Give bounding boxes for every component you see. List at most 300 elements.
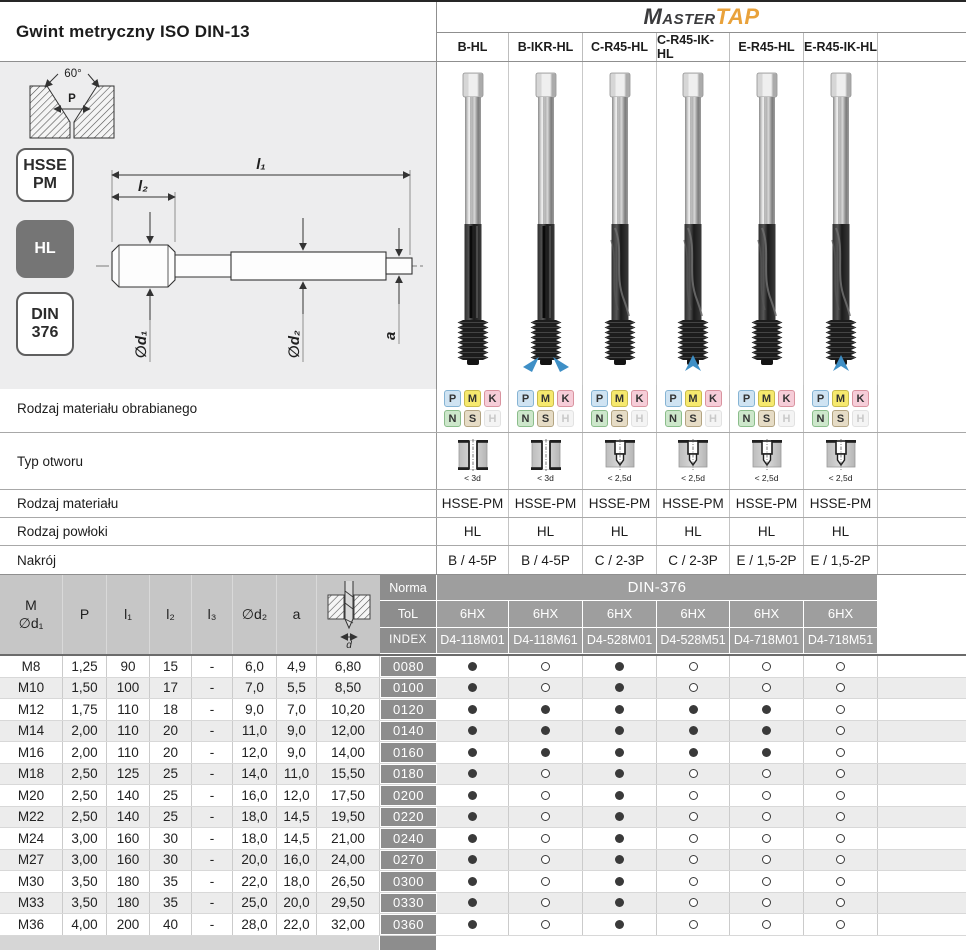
material-badge-s: S: [832, 410, 849, 427]
dim-l1-label: l₁: [256, 156, 266, 173]
cell-m: M12: [0, 699, 63, 720]
material-badge-p: P: [812, 390, 829, 407]
size-table-meta-columns: [380, 575, 966, 654]
cell-d2: 6,0: [233, 656, 277, 677]
cell-p: 2,50: [63, 764, 107, 785]
availability-cell: [804, 871, 878, 892]
cell-index: 0220: [380, 807, 437, 828]
hole-type-cell: [730, 433, 804, 489]
availability-cell: [583, 785, 657, 806]
tolerance-value: 6HX: [804, 601, 878, 627]
availability-dot-empty: [689, 834, 698, 843]
tolerance-value: 6HX: [583, 601, 657, 627]
column-header-d: ∅d₂: [233, 575, 277, 654]
cell-p: 2,00: [63, 721, 107, 742]
cell-d2: 14,0: [233, 764, 277, 785]
availability-cell: [804, 678, 878, 699]
availability-cell: [437, 828, 509, 849]
availability-dot-filled: [468, 920, 477, 929]
tool-material-value: HSSE-PM: [509, 490, 583, 517]
availability-dot-filled: [468, 812, 477, 821]
material-badge-h: H: [557, 410, 574, 427]
badge-hl-line: HL: [34, 239, 56, 257]
cell-a: 14,5: [277, 828, 317, 849]
availability-cell: [730, 656, 804, 677]
availability-dot-filled: [615, 812, 624, 821]
hole-type-cell: [657, 433, 730, 489]
cell-drill: 21,00: [317, 828, 380, 849]
workpiece-badges-cell: [804, 385, 878, 432]
table-row: [0, 656, 966, 678]
availability-cell: [730, 871, 804, 892]
availability-dot-empty: [762, 683, 771, 692]
material-badge-n: N: [738, 410, 755, 427]
cell-l3: -: [192, 699, 233, 720]
cell-d2: 28,0: [233, 914, 277, 935]
availability-dot-filled: [468, 683, 477, 692]
cell-p: 2,50: [63, 785, 107, 806]
availability-cell: [437, 914, 509, 935]
material-badge-h: H: [778, 410, 795, 427]
availability-dot-filled: [615, 662, 624, 671]
availability-cell: [730, 893, 804, 914]
material-badge-k: K: [852, 390, 869, 407]
availability-cell: [804, 807, 878, 828]
availability-dot-filled: [468, 748, 477, 757]
cell-p: 3,50: [63, 871, 107, 892]
table-row: [0, 764, 966, 786]
product-index-code: D4-718M01: [730, 628, 804, 654]
tool-material-label: Rodzaj materiału: [0, 490, 437, 517]
material-badge-p: P: [738, 390, 755, 407]
material-badge-m: M: [537, 390, 554, 407]
badge-hsse-pm: [16, 148, 74, 202]
cell-a: 16,0: [277, 850, 317, 871]
hole-depth-label: < 2,5d: [828, 473, 853, 483]
availability-cell: [804, 785, 878, 806]
availability-dot-filled: [615, 791, 624, 800]
hole-type-icon: [824, 439, 858, 472]
cell-m: M22: [0, 807, 63, 828]
header-right: [437, 2, 966, 62]
bottom-strip-left: [0, 936, 380, 950]
table-row: [0, 785, 966, 807]
availability-dot-filled: [468, 898, 477, 907]
tool-material-value: HSSE-PM: [583, 490, 657, 517]
badge-din-376: [16, 292, 74, 356]
norma-label: Norma: [380, 575, 437, 601]
material-badge-m: M: [685, 390, 702, 407]
cell-index: 0240: [380, 828, 437, 849]
material-badge-line: [812, 390, 869, 407]
hole-type-icon: [603, 439, 637, 472]
cell-drill: 12,00: [317, 721, 380, 742]
chamfer-value: E / 1,5-2P: [730, 546, 804, 574]
cell-filler: [878, 828, 966, 849]
hole-type-row: [0, 433, 966, 490]
tap-shank-section: [231, 252, 386, 280]
material-badge-h: H: [852, 410, 869, 427]
material-badge-m: M: [832, 390, 849, 407]
material-badge-s: S: [537, 410, 554, 427]
cell-filler: [878, 721, 966, 742]
availability-dot-filled: [615, 726, 624, 735]
column-header-l: l₁: [107, 575, 150, 654]
cell-a: 7,0: [277, 699, 317, 720]
cell-filler: [878, 764, 966, 785]
bottom-strip-right: [437, 936, 966, 950]
availability-cell: [583, 699, 657, 720]
cell-filler: [878, 807, 966, 828]
hole-depth-label: < 2,5d: [681, 473, 705, 483]
material-badge-grid: [517, 390, 574, 427]
table-row: [0, 828, 966, 850]
cell-a: 22,0: [277, 914, 317, 935]
cell-l2: 25: [150, 785, 192, 806]
table-row: [0, 678, 966, 700]
cell-filler: [878, 850, 966, 871]
product-column-label: C-R45-IK-HL: [657, 33, 730, 61]
availability-cell: [730, 850, 804, 871]
availability-dot-filled: [762, 748, 771, 757]
material-badge-grid: [738, 390, 795, 427]
availability-dot-empty: [836, 812, 845, 821]
tap-cell-b-hl: [437, 62, 509, 389]
availability-cell: [730, 742, 804, 763]
cell-l3: -: [192, 678, 233, 699]
material-badge-line: [812, 410, 869, 427]
cell-l1: 110: [107, 742, 150, 763]
availability-dot-empty: [836, 920, 845, 929]
material-badge-line: [444, 410, 501, 427]
cell-a: 20,0: [277, 893, 317, 914]
product-index-code: D4-528M01: [583, 628, 657, 654]
availability-cell: [804, 828, 878, 849]
material-badge-k: K: [631, 390, 648, 407]
availability-cell: [657, 678, 730, 699]
size-table-header: [0, 575, 966, 656]
cell-a: 14,5: [277, 807, 317, 828]
cell-l3: -: [192, 721, 233, 742]
availability-dot-empty: [762, 791, 771, 800]
coating-value-empty: [878, 518, 966, 545]
product-column-label: E-R45-HL: [730, 33, 804, 61]
availability-dot-filled: [689, 748, 698, 757]
column-header-a: a: [277, 575, 317, 654]
tolerance-value: 6HX: [509, 601, 583, 627]
brand-logo-tap: TAP: [715, 4, 760, 29]
tool-material-row: [0, 490, 966, 518]
availability-cell: [509, 871, 583, 892]
availability-dot-empty: [762, 898, 771, 907]
cell-l1: 160: [107, 828, 150, 849]
drill-icon: [326, 579, 372, 651]
technical-drawing-panel: [0, 62, 437, 389]
product-column-label: B-HL: [437, 33, 509, 61]
hole-type-cell: [583, 433, 657, 489]
hole-type-through: [529, 439, 563, 483]
availability-dot-filled: [468, 662, 477, 671]
page-header: [0, 2, 966, 62]
hole-type-through: [456, 439, 490, 483]
availability-dot-empty: [762, 920, 771, 929]
material-badge-p: P: [591, 390, 608, 407]
cell-l2: 25: [150, 764, 192, 785]
cell-drill: 24,00: [317, 850, 380, 871]
cell-p: 3,00: [63, 850, 107, 871]
cell-l1: 110: [107, 699, 150, 720]
availability-cell: [437, 764, 509, 785]
availability-cell: [804, 850, 878, 871]
cell-l1: 180: [107, 871, 150, 892]
availability-dot-empty: [836, 834, 845, 843]
cell-a: 5,5: [277, 678, 317, 699]
cell-l1: 140: [107, 807, 150, 828]
tap-image: [441, 70, 505, 376]
cell-a: 11,0: [277, 764, 317, 785]
coating-value: HL: [657, 518, 730, 545]
badge-hsse-pm-line: PM: [33, 175, 57, 192]
badge-hsse-pm-line: HSSE: [23, 156, 67, 174]
cell-a: 9,0: [277, 721, 317, 742]
product-column-label-empty: [878, 33, 966, 61]
hole-type-cell: [437, 433, 509, 489]
norma-row-filler: [878, 575, 966, 601]
material-badge-m: M: [758, 390, 775, 407]
availability-cell: [437, 807, 509, 828]
availability-dot-filled: [615, 920, 624, 929]
table-row: [0, 699, 966, 721]
material-badge-line: [665, 410, 722, 427]
availability-dot-filled: [468, 705, 477, 714]
availability-cell: [657, 828, 730, 849]
availability-cell: [583, 807, 657, 828]
cell-d2: 11,0: [233, 721, 277, 742]
availability-cell: [509, 721, 583, 742]
availability-cell: [437, 721, 509, 742]
cell-l2: 35: [150, 871, 192, 892]
availability-dot-filled: [615, 898, 624, 907]
tap-image: [514, 70, 578, 376]
cell-m: M18: [0, 764, 63, 785]
column-header-m: [0, 575, 63, 654]
material-badge-m: M: [611, 390, 628, 407]
cell-p: 2,50: [63, 807, 107, 828]
cell-l2: 17: [150, 678, 192, 699]
material-badge-line: [591, 410, 648, 427]
availability-dot-empty: [541, 898, 550, 907]
availability-cell: [437, 785, 509, 806]
availability-dot-filled: [615, 877, 624, 886]
cell-d2: 22,0: [233, 871, 277, 892]
material-badge-k: K: [557, 390, 574, 407]
tap-cell-c-r45-ik-hl: [657, 62, 730, 389]
index-label: INDEX: [380, 628, 437, 654]
coating-value: HL: [437, 518, 509, 545]
hole-type-icon: [750, 439, 784, 472]
cell-l3: -: [192, 742, 233, 763]
product-column-labels: [437, 33, 966, 61]
availability-dot-filled: [541, 705, 550, 714]
workpiece-material-label: Rodzaj materiału obrabianego: [0, 385, 437, 432]
availability-cell: [657, 914, 730, 935]
material-badge-s: S: [611, 410, 628, 427]
material-badge-k: K: [705, 390, 722, 407]
availability-cell: [730, 785, 804, 806]
tolerance-value: 6HX: [730, 601, 804, 627]
norma-value: DIN-376: [437, 575, 878, 601]
availability-dot-empty: [762, 834, 771, 843]
cell-drill: 29,50: [317, 893, 380, 914]
availability-cell: [657, 699, 730, 720]
availability-cell: [583, 914, 657, 935]
dim-l2-label: l₂: [138, 178, 148, 195]
cell-l3: -: [192, 785, 233, 806]
availability-dot-empty: [541, 812, 550, 821]
availability-cell: [509, 807, 583, 828]
availability-cell: [509, 850, 583, 871]
cell-drill: 17,50: [317, 785, 380, 806]
availability-cell: [804, 893, 878, 914]
availability-dot-filled: [468, 791, 477, 800]
coating-label: Rodzaj powłoki: [0, 518, 437, 545]
availability-cell: [730, 721, 804, 742]
material-badge-line: [738, 390, 795, 407]
cell-index: 0300: [380, 871, 437, 892]
material-badge-s: S: [685, 410, 702, 427]
tap-square-end: [386, 258, 412, 274]
table-row: [0, 893, 966, 915]
drill-d-label: d: [345, 639, 352, 651]
availability-dot-filled: [615, 683, 624, 692]
thread-profile-right: [74, 86, 114, 138]
cell-l2: 30: [150, 850, 192, 871]
availability-dot-empty: [762, 855, 771, 864]
tolerance-row-filler: [878, 601, 966, 627]
cell-l2: 35: [150, 893, 192, 914]
cell-m: M33: [0, 893, 63, 914]
cell-l2: 18: [150, 699, 192, 720]
cell-l3: -: [192, 764, 233, 785]
material-badge-line: [591, 390, 648, 407]
tap-cell-e-r45-hl: [730, 62, 804, 389]
cell-l2: 15: [150, 656, 192, 677]
availability-cell: [509, 678, 583, 699]
availability-cell: [437, 893, 509, 914]
product-column-label: C-R45-HL: [583, 33, 657, 61]
tap-image: [809, 70, 873, 376]
cell-a: 9,0: [277, 742, 317, 763]
badge-din-376-line: 376: [31, 324, 59, 341]
availability-dot-empty: [762, 769, 771, 778]
material-badge-k: K: [484, 390, 501, 407]
availability-dot-empty: [836, 791, 845, 800]
cell-l3: -: [192, 850, 233, 871]
hole-type-icon: [456, 439, 490, 472]
logo-bar: [437, 2, 966, 33]
material-badge-n: N: [444, 410, 461, 427]
chamfer-value: E / 1,5-2P: [804, 546, 878, 574]
cell-drill: 8,50: [317, 678, 380, 699]
availability-dot-filled: [615, 748, 624, 757]
material-badge-s: S: [464, 410, 481, 427]
table-row: [0, 871, 966, 893]
cell-a: 18,0: [277, 871, 317, 892]
availability-cell: [509, 699, 583, 720]
availability-cell: [437, 850, 509, 871]
material-badge-m: M: [464, 390, 481, 407]
availability-dot-empty: [541, 920, 550, 929]
cell-d2: 18,0: [233, 828, 277, 849]
cell-drill: 26,50: [317, 871, 380, 892]
material-badge-n: N: [591, 410, 608, 427]
cell-drill: 19,50: [317, 807, 380, 828]
cell-a: 12,0: [277, 785, 317, 806]
availability-dot-empty: [541, 769, 550, 778]
cell-d2: 9,0: [233, 699, 277, 720]
availability-dot-filled: [615, 705, 624, 714]
tool-material-value: HSSE-PM: [804, 490, 878, 517]
material-badge-p: P: [665, 390, 682, 407]
product-index-code: D4-118M01: [437, 628, 509, 654]
cell-drill: 14,00: [317, 742, 380, 763]
availability-cell: [657, 785, 730, 806]
cell-l1: 90: [107, 656, 150, 677]
availability-dot-filled: [762, 726, 771, 735]
cell-l2: 20: [150, 742, 192, 763]
availability-cell: [804, 914, 878, 935]
availability-dot-empty: [689, 920, 698, 929]
cell-drill: 10,20: [317, 699, 380, 720]
cell-m: M16: [0, 742, 63, 763]
table-row: [0, 807, 966, 829]
badge-din-376-line: DIN: [31, 305, 59, 323]
cell-a: 4,9: [277, 656, 317, 677]
availability-cell: [657, 807, 730, 828]
cell-p: 4,00: [63, 914, 107, 935]
availability-cell: [657, 656, 730, 677]
availability-cell: [583, 742, 657, 763]
availability-cell: [437, 699, 509, 720]
availability-dot-filled: [615, 769, 624, 778]
cell-index: 0330: [380, 893, 437, 914]
availability-cell: [509, 828, 583, 849]
cell-index: 0080: [380, 656, 437, 677]
coating-value: HL: [804, 518, 878, 545]
material-badge-h: H: [705, 410, 722, 427]
cell-l2: 20: [150, 721, 192, 742]
availability-dot-empty: [689, 769, 698, 778]
tolerance-value: 6HX: [437, 601, 509, 627]
dim-d2-label: ∅d₂: [286, 330, 303, 358]
cell-l1: 100: [107, 678, 150, 699]
availability-cell: [657, 721, 730, 742]
product-index-code: D4-718M51: [804, 628, 878, 654]
cell-p: 1,50: [63, 678, 107, 699]
availability-cell: [583, 764, 657, 785]
cell-filler: [878, 699, 966, 720]
tap-image: [735, 70, 799, 376]
availability-cell: [657, 764, 730, 785]
material-badge-line: [517, 410, 574, 427]
material-badge-grid: [812, 390, 869, 427]
availability-cell: [437, 678, 509, 699]
coolant-arrow-icon: [523, 357, 539, 372]
hole-type-blind: [603, 439, 637, 483]
chamfer-value: C / 2-3P: [657, 546, 730, 574]
availability-dot-empty: [836, 683, 845, 692]
tap-cell-empty: [878, 62, 966, 389]
